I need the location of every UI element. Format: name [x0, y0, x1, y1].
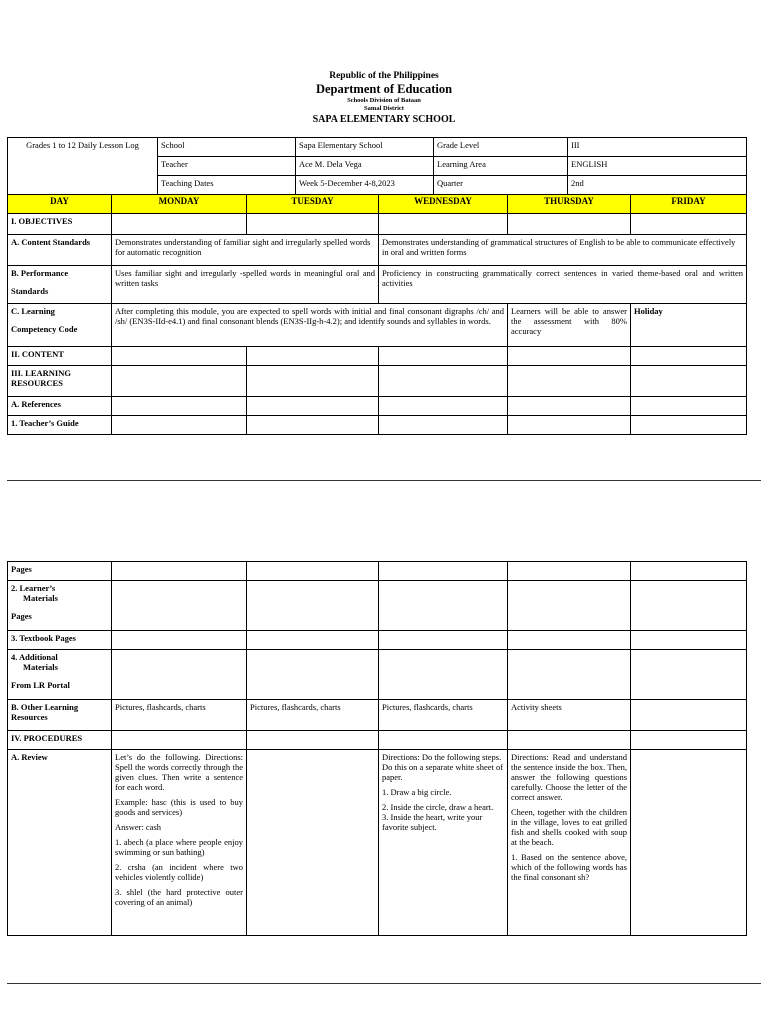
division-district	[0, 97, 768, 113]
quarter-label: Quarter	[434, 176, 568, 195]
grade-value: III	[568, 138, 747, 157]
page-break-line	[7, 480, 761, 481]
quarter-value: 2nd	[568, 176, 747, 195]
learning-competency-label	[8, 304, 112, 347]
procedures-label: IV. PROCEDURES	[8, 731, 112, 750]
additional-label-line1: 4. Additional	[11, 652, 58, 662]
learning-label-line1: C. Learning	[11, 306, 55, 316]
review-mon-item1: 1. abech (a place where people enjoy swimming or sun bathing)	[115, 837, 243, 857]
additional-label-line3: From LR Portal	[11, 680, 70, 690]
meta-table	[7, 137, 747, 195]
review-thursday	[508, 750, 631, 936]
division-line: Schools Division of Bataan	[347, 97, 421, 104]
school-value: Sapa Elementary School	[296, 138, 434, 157]
republic-heading: Republic of the Philippines	[329, 71, 439, 81]
school-label: School	[158, 138, 296, 157]
learning-competency-mon-wed: After completing this module, you are expected to spell words with initial and final consonant digraphs /ch/ and /sh/ (EN3S-IId-e4.1) and final consonant blends (EN3S-IIg-h-4.2); and identify sounds and syllables in words.	[112, 304, 508, 347]
day-header: DAY	[8, 195, 112, 214]
review-thu-directions: Directions: Read and understand the sentence inside the box. Then, answer the following questions carefully. Choose the letter of the correct answer.	[511, 752, 627, 802]
learning-resources-label: III. LEARNING RESOURCES	[8, 366, 112, 397]
other-resources-thu: Activity sheets	[508, 700, 631, 731]
review-monday	[112, 750, 247, 936]
learners-label-line2: Materials	[23, 593, 58, 603]
performance-label-line2: Standards	[11, 286, 49, 296]
performance-wed-fri: Proficiency in constructing grammatically correct sentences in varied theme-based oral and written activities	[379, 266, 747, 304]
friday-header: FRIDAY	[631, 195, 747, 214]
performance-mon-tue: Uses familiar sight and irregularly -spelled words in meaningful oral and written tasks	[112, 266, 379, 304]
other-resources-wed: Pictures, flashcards, charts	[379, 700, 508, 731]
performance-standards-label	[8, 266, 112, 304]
learners-label-line1: 2. Learner’s	[11, 583, 56, 593]
teachers-guide-pages-label: Pages	[8, 562, 112, 581]
review-wed-step1: 1. Draw a big circle.	[382, 787, 452, 797]
content-standards-mon-tue: Demonstrates understanding of familiar sight and irregularly spelled words for automatic recognition	[112, 235, 379, 266]
review-mon-item3: 3. shlel (the hard protective outer covering of an animal)	[115, 887, 243, 907]
learning-label-line2: Competency Code	[11, 324, 78, 334]
other-resources-tue: Pictures, flashcards, charts	[247, 700, 379, 731]
department-heading: Department of Education	[315, 82, 453, 96]
dates-label: Teaching Dates	[158, 176, 296, 195]
page-bottom-line	[7, 983, 761, 984]
review-wed-step3: 3. Inside the heart, write your favorite subject.	[382, 812, 483, 832]
content-standards-wed-fri: Demonstrates understanding of grammatical structures of English to be able to communicate effectively in oral and written forms	[379, 235, 747, 266]
other-resources-label: B. Other Learning Resources	[8, 700, 112, 731]
objectives-label: I. OBJECTIVES	[8, 214, 112, 235]
textbook-pages-label: 3. Textbook Pages	[8, 631, 112, 650]
review-thu-question1: 1. Based on the sentence above, which of the following words has the final consonant sh?	[511, 852, 627, 882]
references-label: A. References	[8, 397, 112, 416]
learning-competency-thu: Learners will be able to answer the assessment with 80% accuracy	[508, 304, 631, 347]
friday-holiday: Holiday	[631, 304, 747, 347]
monday-header: MONDAY	[112, 195, 247, 214]
learners-materials-label	[8, 581, 112, 631]
teacher-value: Ace M. Dela Vega	[296, 157, 434, 176]
content-label: II. CONTENT	[8, 347, 112, 366]
additional-label-line2: Materials	[23, 662, 58, 672]
review-wed-directions: Directions: Do the following steps. Do this on a separate white sheet of paper.	[382, 752, 504, 782]
tuesday-header: TUESDAY	[247, 195, 379, 214]
review-mon-example: Example: hasc (this is used to buy goods and services)	[115, 797, 243, 817]
review-wednesday	[379, 750, 508, 936]
review-mon-item2: 2. crsha (an incident where two vehicles violently collide)	[115, 862, 243, 882]
review-mon-directions: Let’s do the following. Directions: Spell the words correctly through the given clues. Then write a sentence for each word.	[115, 752, 243, 792]
additional-materials-label	[8, 650, 112, 700]
teacher-label: Teacher	[158, 157, 296, 176]
log-title: Grades 1 to 12 Daily Lesson Log	[8, 138, 158, 195]
review-thu-passage: Cheen, together with the children in the village, loves to eat grilled fish and shells cooked with soup at the beach.	[511, 807, 627, 847]
content-standards-label: A. Content Standards	[8, 235, 112, 266]
review-label: A. Review	[8, 750, 112, 936]
dates-value: Week 5-December 4-8,2023	[296, 176, 434, 195]
lesson-table-page1	[7, 194, 747, 435]
review-wed-step2: 2. Inside the circle, draw a heart.	[382, 802, 494, 812]
performance-label-line1: B. Performance	[11, 268, 69, 278]
school-heading: SAPA ELEMENTARY SCHOOL	[312, 114, 456, 125]
area-label: Learning Area	[434, 157, 568, 176]
teachers-guide-label: 1. Teacher’s Guide	[8, 416, 112, 435]
district-line: Samal District	[364, 105, 404, 112]
learners-label-line3: Pages	[11, 611, 32, 621]
grade-label: Grade Level	[434, 138, 568, 157]
other-resources-mon: Pictures, flashcards, charts	[112, 700, 247, 731]
review-mon-answer: Answer: cash	[115, 822, 162, 832]
lesson-table-page2	[7, 561, 747, 936]
thursday-header: THURSDAY	[508, 195, 631, 214]
wednesday-header: WEDNESDAY	[379, 195, 508, 214]
area-value: ENGLISH	[568, 157, 747, 176]
